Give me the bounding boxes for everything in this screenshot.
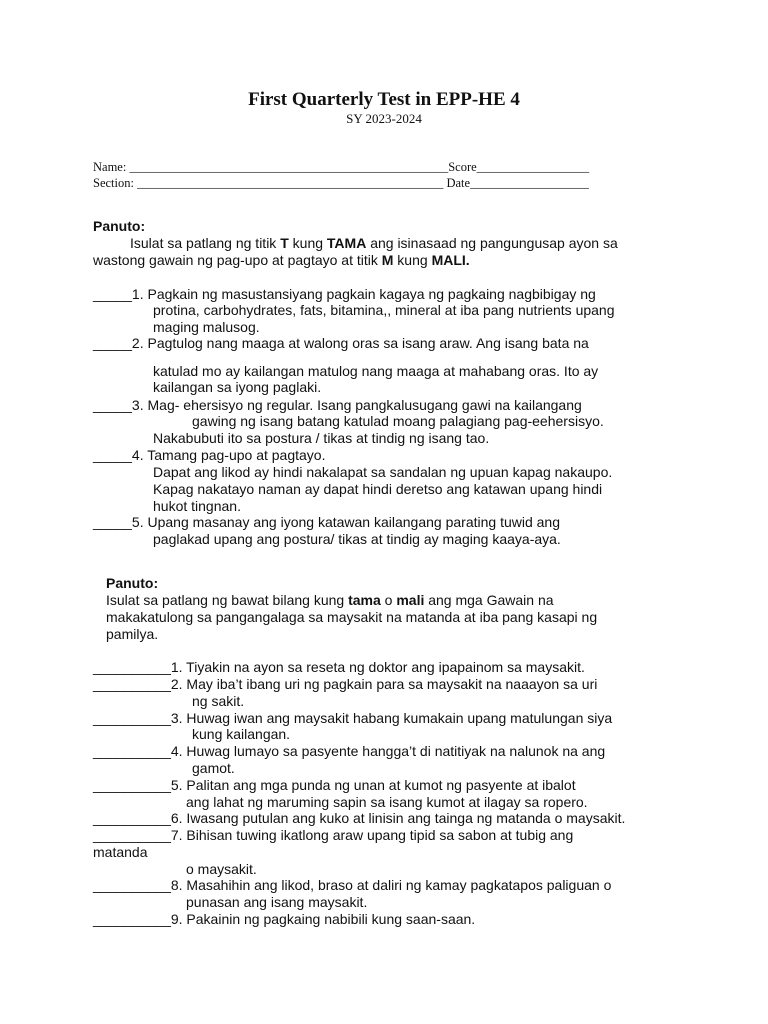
part1-item-3: _____3. Mag- ehersisyo ng regular. Isang pangkalusugang gawi na kailangang [93,397,582,413]
part2-item-1: __________1. Tiyakin na ayon sa reseta ng doktor ang ipapainom sa maysakit. [93,659,585,675]
part1-instruction-line-1: Isulat sa patlang ng titik T kung TAMA ang isinasaad ng pangungusap ayon sa [130,235,618,251]
part2-item-4-cont: gamot. [192,760,235,776]
part1-item-2: _____2. Pagtulog nang maaga at walong oras sa isang araw. Ang isang bata na [93,335,589,351]
part1-item-3-cont: Nakabubuti ito sa postura / tikas at tindig ng isang tao. [153,430,490,446]
part1-item-4: _____4. Tamang pag-upo at pagtayo. [93,447,326,463]
part1-item-1-cont: protina, carbohydrates, fats, bitamina,, mineral at iba pang nutrients upang [153,302,615,318]
part2-item-7-cont: matanda [93,844,148,860]
part2-item-8-cont: punasan ang isang maysakit. [186,894,368,910]
part2-item-2-cont: ng sakit. [192,693,245,709]
part2-instruction-line-2: makakatulong sa pangangalaga sa maysakit na matanda at iba pang kasapi ng [106,609,598,625]
part2-item-3: __________3. Huwag iwan ang maysakit habang kumakain upang matulungan siya [93,710,613,726]
part2-item-3-cont: kung kailangan. [192,726,291,742]
part1-item-4-cont: Dapat ang likod ay hindi nakalapat sa sandalan ng upuan kapag nakaupo. [153,464,613,480]
part1-item-4-cont: hukot tingnan. [153,498,241,514]
part1-item-4-cont: Kapag nakatayo naman ay dapat hindi deretso ang katawan upang hindi [153,481,603,497]
part2-item-7-cont: o maysakit. [186,861,257,877]
part2-item-5-cont: ang lahat ng maruming sapin sa isang kumot at ilagay sa ropero. [186,794,588,810]
name-score-line: Name: ___________________________________________________Score__________________ [93,160,590,174]
school-year: SY 2023-2024 [346,111,422,126]
part1-heading: Panuto: [93,218,146,234]
part1-item-2-cont: katulad mo ay kailangan matulog nang maaga at mahabang oras. Ito ay [153,363,599,379]
part1-item-1: _____1. Pagkain ng masustansiyang pagkain kagaya ng pagkaing nagbibigay ng [93,286,596,302]
part1-item-2-cont: kailangan sa iyong paglaki. [153,379,322,395]
page-title: First Quarterly Test in EPP-HE 4 [248,89,520,110]
part1-item-1-cont: maging malusog. [153,319,260,335]
part2-item-8: __________8. Masahihin ang likod, braso at daliri ng kamay pagkatapos paliguan o [93,877,612,893]
part2-item-6: __________6. Iwasang putulan ang kuko at linisin ang tainga ng matanda o maysakit. [93,810,626,826]
part2-item-5: __________5. Palitan ang mga punda ng unan at kumot ng pasyente at ibalot [93,777,576,793]
part2-instruction-line-3: pamilya. [106,626,159,642]
part1-item-5: _____5. Upang masanay ang iyong katawan kailangang parating tuwid ang [93,514,561,530]
part1-item-5-cont: paglakad upang ang postura/ tikas at tindig ay maging kaaya-aya. [153,531,561,547]
part1-instruction-line-2: wastong gawain ng pag-upo at pagtayo at titik M kung MALI. [93,252,470,268]
part1-item-3-cont: gawing ng isang batang katulad moang palagiang pag-eehersisyo. [192,413,604,429]
part2-item-4: __________4. Huwag lumayo sa pasyente hangga’t di natitiyak na nalunok na ang [93,743,606,759]
section-date-line: Section: _________________________________________________ Date___________________ [93,176,589,190]
part2-instruction-line-1: Isulat sa patlang ng bawat bilang kung tama o mali ang mga Gawain na [106,592,554,608]
part2-item-9: __________9. Pakainin ng pagkaing nabibili kung saan-saan. [93,911,476,927]
part2-item-2: __________2. May iba’t ibang uri ng pagkain para sa maysakit na naaayon sa uri [93,676,598,692]
part2-item-7: __________7. Bihisan tuwing ikatlong araw upang tipid sa sabon at tubig ang [93,827,574,843]
part2-heading: Panuto: [106,575,159,591]
